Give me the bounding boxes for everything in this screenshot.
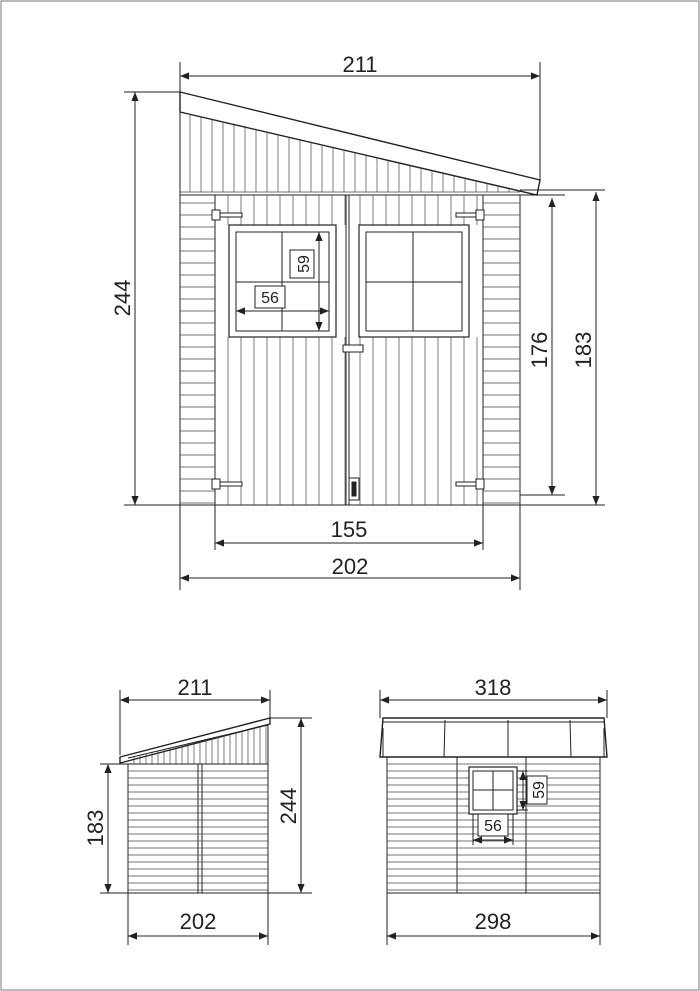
front-dim-door-height: [520, 195, 565, 495]
front-wall-height-label: 183: [571, 331, 596, 369]
side-roof: [120, 718, 270, 764]
front-view: [110, 52, 605, 590]
side-roof-width-label: 211: [177, 675, 213, 700]
back-wall-width-label: 298: [474, 909, 512, 934]
back-roof: [380, 718, 607, 757]
front-roof: [180, 92, 540, 195]
hinge-bottom-left: [212, 479, 242, 489]
side-dim-wall-width: [128, 893, 268, 945]
front-dim-door-width: [215, 505, 483, 550]
front-window-height-label: 59: [296, 255, 313, 273]
side-wall-height-label: 183: [83, 809, 108, 847]
back-window-width-label: 56: [484, 818, 502, 835]
back-dim-wall-width: [387, 893, 600, 945]
front-double-door: [212, 195, 484, 505]
front-roof-width-label: 211: [342, 52, 378, 77]
front-total-height-label: 244: [110, 279, 135, 317]
front-door-height-label: 176: [527, 331, 552, 369]
back-window: [469, 767, 517, 814]
front-wall-left: [180, 195, 215, 505]
side-total-height-label: 244: [276, 787, 301, 825]
front-wall-right: [483, 195, 520, 505]
back-roof-width-label: 318: [474, 675, 512, 700]
back-view: [380, 675, 607, 945]
side-view: [83, 675, 312, 945]
side-wall-width-label: 202: [179, 909, 217, 934]
hinge-bottom-right: [456, 479, 484, 489]
hinge-top-right: [456, 210, 484, 220]
side-wall: [128, 764, 268, 893]
door-window-left: [229, 225, 336, 337]
back-window-height-label: 59: [531, 781, 548, 799]
side-dim-total-height: [268, 718, 312, 893]
door-window-right: [359, 225, 469, 337]
front-door-width-label: 155: [330, 517, 368, 542]
front-dim-total-height: [110, 92, 180, 505]
side-dim-wall-height: [83, 764, 128, 893]
front-wall-width-label: 202: [331, 554, 369, 579]
back-dim-roof-width: [380, 675, 607, 718]
front-window-width-label: 56: [261, 290, 279, 307]
hinge-top-left: [212, 210, 242, 220]
